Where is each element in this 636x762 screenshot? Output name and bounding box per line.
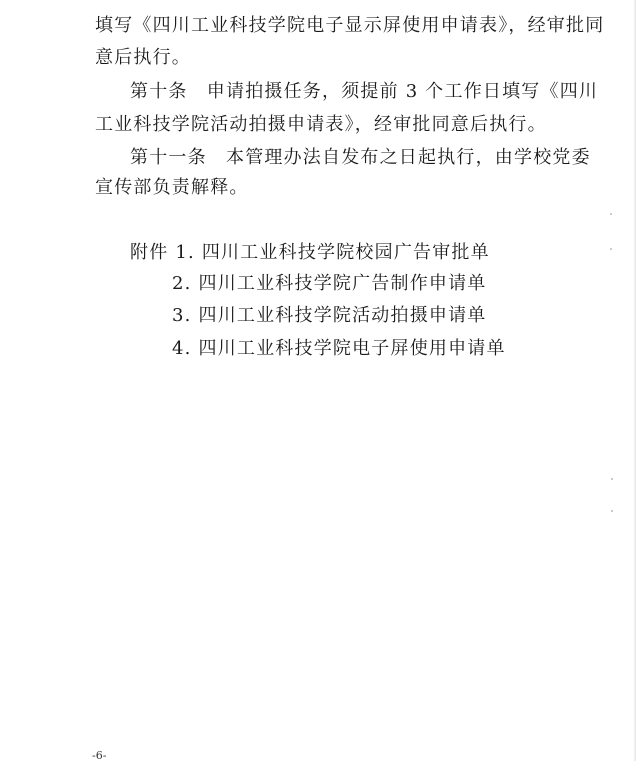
attachments-label-text: 附件 [130,242,169,263]
article-ten-line: 第十条 申请拍摄任务，须提前 3 个工作日填写《四川 [130,81,599,102]
scan-speck [611,478,613,480]
paragraph-line: 宣传部负责解释。 [95,177,249,198]
attachment-item: 3. 四川工业科技学院活动拍摄申请单 [172,305,487,326]
attachment-item: 1. 四川工业科技学院校园广告审批单 [175,242,490,263]
article-eleven-line: 第十一条 本管理办法自发布之日起执行，由学校党委 [130,147,591,168]
page-number: -6- [92,749,107,762]
paragraph-line: 填写《四川工业科技学院电子显示屏使用申请表》，经审批同 [95,15,605,36]
paragraph-line: 工业科技学院活动拍摄申请表》，经审批同意后执行。 [95,114,547,135]
scan-speck [610,248,612,250]
attachments-label [130,242,490,264]
scan-speck [610,213,612,215]
attachment-item: 2. 四川工业科技学院广告制作申请单 [172,273,487,294]
scan-speck [611,510,613,512]
paragraph-line: 意后执行。 [95,47,191,68]
attachment-item: 4. 四川工业科技学院电子屏使用申请单 [172,338,506,359]
